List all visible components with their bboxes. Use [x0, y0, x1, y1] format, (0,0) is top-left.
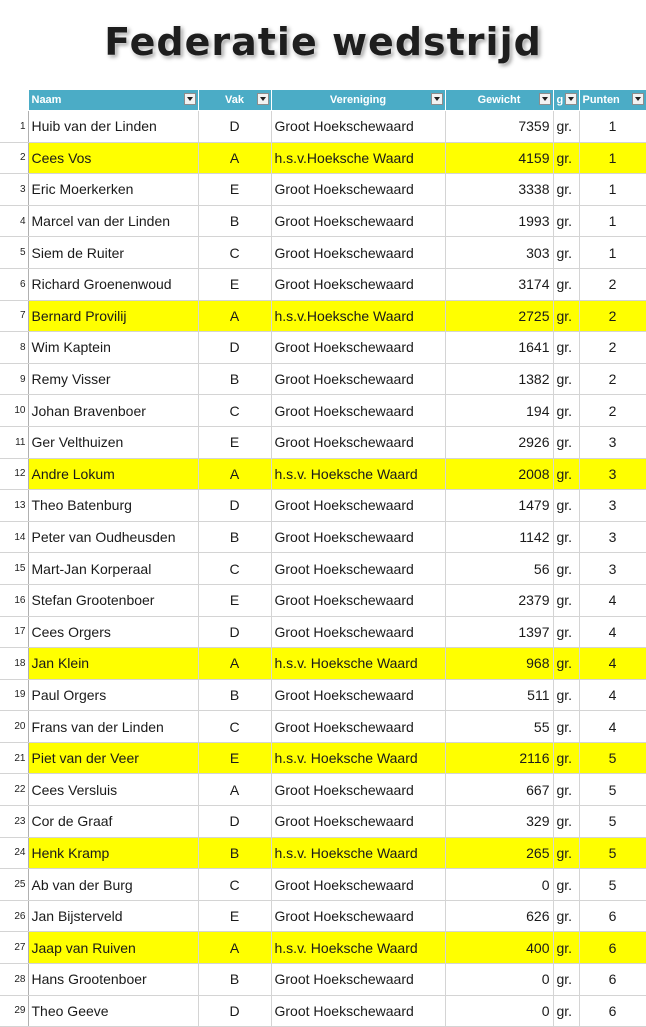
cell-unit[interactable]: gr.	[553, 521, 579, 553]
cell-vak[interactable]: C	[198, 395, 271, 427]
column-header-gewicht	[445, 90, 553, 111]
column-header-label: Vereniging	[329, 94, 387, 106]
cell-gewicht[interactable]: 194	[445, 395, 553, 427]
cell-naam[interactable]: Jan Bijsterveld	[28, 900, 198, 932]
column-header-label: Punten	[582, 94, 620, 106]
row-number: 18	[0, 648, 28, 680]
cell-vak[interactable]: E	[198, 174, 271, 206]
cell-punten[interactable]: 3	[579, 521, 646, 553]
table-row	[0, 111, 646, 143]
cell-vak[interactable]: C	[198, 553, 271, 585]
cell-punten[interactable]: 4	[579, 584, 646, 616]
cell-gewicht[interactable]: 56	[445, 553, 553, 585]
cell-vereniging[interactable]: h.s.v. Hoeksche Waard	[271, 742, 445, 774]
row-number: 19	[0, 679, 28, 711]
cell-unit[interactable]: gr.	[553, 363, 579, 395]
row-number: 6	[0, 268, 28, 300]
cell-punten[interactable]: 1	[579, 142, 646, 174]
cell-vak[interactable]: D	[198, 490, 271, 522]
cell-naam[interactable]: Richard Groenenwoud	[28, 268, 198, 300]
cell-unit[interactable]: gr.	[553, 869, 579, 901]
cell-gewicht[interactable]: 0	[445, 995, 553, 1027]
cell-vereniging[interactable]: Groot Hoekschewaard	[271, 205, 445, 237]
table-row	[0, 300, 646, 332]
column-header-naam	[28, 90, 198, 111]
cell-gewicht[interactable]: 0	[445, 869, 553, 901]
table-row	[0, 205, 646, 237]
cell-vak[interactable]: B	[198, 521, 271, 553]
cell-vak[interactable]: B	[198, 205, 271, 237]
row-number: 20	[0, 711, 28, 743]
row-number: 15	[0, 553, 28, 585]
cell-gewicht[interactable]: 7359	[445, 111, 553, 143]
cell-naam[interactable]: Peter van Oudheusden	[28, 521, 198, 553]
table-row	[0, 679, 646, 711]
cell-naam[interactable]: Mart-Jan Korperaal	[28, 553, 198, 585]
row-number: 4	[0, 205, 28, 237]
cell-gewicht[interactable]: 1993	[445, 205, 553, 237]
cell-vak[interactable]: E	[198, 742, 271, 774]
cell-gewicht[interactable]: 1397	[445, 616, 553, 648]
cell-unit[interactable]: gr.	[553, 932, 579, 964]
row-number: 3	[0, 174, 28, 206]
row-number: 7	[0, 300, 28, 332]
cell-vereniging[interactable]: h.s.v. Hoeksche Waard	[271, 648, 445, 680]
cell-unit[interactable]: gr.	[553, 111, 579, 143]
column-header-unit	[553, 90, 579, 111]
cell-naam[interactable]: Jan Klein	[28, 648, 198, 680]
table-row	[0, 332, 646, 364]
cell-vereniging[interactable]: Groot Hoekschewaard	[271, 332, 445, 364]
column-header-vak	[198, 90, 271, 111]
cell-unit[interactable]: gr.	[553, 711, 579, 743]
table-row	[0, 900, 646, 932]
table-row	[0, 648, 646, 680]
cell-vereniging[interactable]: Groot Hoekschewaard	[271, 395, 445, 427]
row-number: 17	[0, 616, 28, 648]
cell-vak[interactable]: A	[198, 648, 271, 680]
cell-naam[interactable]: Frans van der Linden	[28, 711, 198, 743]
cell-punten[interactable]: 4	[579, 648, 646, 680]
cell-unit[interactable]: gr.	[553, 458, 579, 490]
cell-naam[interactable]: Marcel van der Linden	[28, 205, 198, 237]
table-row	[0, 584, 646, 616]
cell-vak[interactable]: C	[198, 869, 271, 901]
cell-gewicht[interactable]: 2725	[445, 300, 553, 332]
cell-punten[interactable]: 2	[579, 268, 646, 300]
cell-vereniging[interactable]: Groot Hoekschewaard	[271, 995, 445, 1027]
cell-punten[interactable]: 6	[579, 932, 646, 964]
cell-unit[interactable]: gr.	[553, 268, 579, 300]
cell-naam[interactable]: Piet van der Veer	[28, 742, 198, 774]
results-table	[0, 89, 646, 1027]
cell-vak[interactable]: D	[198, 332, 271, 364]
cell-naam[interactable]: Ger Velthuizen	[28, 426, 198, 458]
cell-vak[interactable]: E	[198, 900, 271, 932]
cell-unit[interactable]: gr.	[553, 964, 579, 996]
cell-unit[interactable]: gr.	[553, 332, 579, 364]
cell-vereniging[interactable]: h.s.v.Hoeksche Waard	[271, 142, 445, 174]
header-row	[0, 90, 646, 111]
table-row	[0, 837, 646, 869]
cell-vak[interactable]: E	[198, 584, 271, 616]
cell-gewicht[interactable]: 329	[445, 806, 553, 838]
cell-punten[interactable]: 4	[579, 616, 646, 648]
cell-vereniging[interactable]: Groot Hoekschewaard	[271, 806, 445, 838]
cell-vak[interactable]: A	[198, 142, 271, 174]
cell-punten[interactable]: 2	[579, 300, 646, 332]
table-row	[0, 458, 646, 490]
cell-unit[interactable]: gr.	[553, 553, 579, 585]
cell-vereniging[interactable]: Groot Hoekschewaard	[271, 111, 445, 143]
table-row	[0, 806, 646, 838]
cell-naam[interactable]: Huib van der Linden	[28, 111, 198, 143]
cell-punten[interactable]: 1	[579, 111, 646, 143]
table-row	[0, 426, 646, 458]
row-number: 2	[0, 142, 28, 174]
row-number: 23	[0, 806, 28, 838]
filter-dropdown-icon[interactable]	[565, 93, 577, 105]
cell-unit[interactable]: gr.	[553, 142, 579, 174]
row-number-header	[0, 90, 28, 111]
row-number: 1	[0, 111, 28, 143]
row-number: 5	[0, 237, 28, 269]
cell-punten[interactable]: 4	[579, 711, 646, 743]
cell-vak[interactable]: B	[198, 837, 271, 869]
table-row	[0, 490, 646, 522]
cell-naam[interactable]: Henk Kramp	[28, 837, 198, 869]
cell-vereniging[interactable]: Groot Hoekschewaard	[271, 237, 445, 269]
cell-vak[interactable]: C	[198, 237, 271, 269]
table-row	[0, 521, 646, 553]
cell-unit[interactable]: gr.	[553, 679, 579, 711]
cell-unit[interactable]: gr.	[553, 774, 579, 806]
row-number: 27	[0, 932, 28, 964]
cell-punten[interactable]: 1	[579, 237, 646, 269]
cell-punten[interactable]: 6	[579, 900, 646, 932]
cell-vereniging[interactable]: Groot Hoekschewaard	[271, 584, 445, 616]
cell-vak[interactable]: E	[198, 268, 271, 300]
page-title: Federatie wedstrijd	[104, 20, 542, 64]
cell-vak[interactable]: B	[198, 679, 271, 711]
column-header-label: Gewicht	[477, 94, 521, 106]
cell-vak[interactable]: A	[198, 300, 271, 332]
row-number: 25	[0, 869, 28, 901]
row-number: 24	[0, 837, 28, 869]
cell-vereniging[interactable]: Groot Hoekschewaard	[271, 774, 445, 806]
row-number: 11	[0, 426, 28, 458]
column-header-punten	[579, 90, 646, 111]
table-row	[0, 142, 646, 174]
cell-unit[interactable]: gr.	[553, 900, 579, 932]
cell-unit[interactable]: gr.	[553, 174, 579, 206]
cell-gewicht[interactable]: 55	[445, 711, 553, 743]
cell-vereniging[interactable]: Groot Hoekschewaard	[271, 711, 445, 743]
cell-punten[interactable]: 5	[579, 869, 646, 901]
cell-vereniging[interactable]: Groot Hoekschewaard	[271, 174, 445, 206]
cell-gewicht[interactable]: 0	[445, 964, 553, 996]
cell-naam[interactable]: Cor de Graaf	[28, 806, 198, 838]
table-row	[0, 932, 646, 964]
cell-unit[interactable]: gr.	[553, 205, 579, 237]
cell-gewicht[interactable]: 2116	[445, 742, 553, 774]
cell-unit[interactable]: gr.	[553, 426, 579, 458]
cell-unit[interactable]: gr.	[553, 742, 579, 774]
cell-unit[interactable]: gr.	[553, 616, 579, 648]
row-number: 14	[0, 521, 28, 553]
cell-vereniging[interactable]: Groot Hoekschewaard	[271, 268, 445, 300]
row-number: 26	[0, 900, 28, 932]
cell-unit[interactable]: gr.	[553, 584, 579, 616]
row-number: 29	[0, 995, 28, 1027]
table-row	[0, 616, 646, 648]
cell-vak[interactable]: A	[198, 458, 271, 490]
row-number: 8	[0, 332, 28, 364]
cell-naam[interactable]: Remy Visser	[28, 363, 198, 395]
cell-punten[interactable]: 5	[579, 774, 646, 806]
row-number: 10	[0, 395, 28, 427]
table-row	[0, 553, 646, 585]
cell-vereniging[interactable]: Groot Hoekschewaard	[271, 426, 445, 458]
row-number: 28	[0, 964, 28, 996]
row-number: 16	[0, 584, 28, 616]
table-row	[0, 268, 646, 300]
cell-punten[interactable]: 5	[579, 742, 646, 774]
sort-filter-dropdown-icon[interactable]	[632, 93, 644, 105]
cell-gewicht[interactable]: 303	[445, 237, 553, 269]
cell-gewicht[interactable]: 265	[445, 837, 553, 869]
cell-vak[interactable]: D	[198, 995, 271, 1027]
cell-punten[interactable]: 5	[579, 806, 646, 838]
cell-gewicht[interactable]: 626	[445, 900, 553, 932]
table-row	[0, 237, 646, 269]
cell-naam[interactable]: Cees Orgers	[28, 616, 198, 648]
cell-naam[interactable]: Jaap van Ruiven	[28, 932, 198, 964]
cell-punten[interactable]: 2	[579, 363, 646, 395]
cell-gewicht[interactable]: 2379	[445, 584, 553, 616]
title-area	[0, 0, 646, 90]
cell-vereniging[interactable]: Groot Hoekschewaard	[271, 553, 445, 585]
cell-vereniging[interactable]: Groot Hoekschewaard	[271, 521, 445, 553]
cell-naam[interactable]: Cees Versluis	[28, 774, 198, 806]
cell-naam[interactable]: Eric Moerkerken	[28, 174, 198, 206]
cell-punten[interactable]: 5	[579, 837, 646, 869]
table-row	[0, 774, 646, 806]
cell-vereniging[interactable]: h.s.v. Hoeksche Waard	[271, 932, 445, 964]
cell-vereniging[interactable]: Groot Hoekschewaard	[271, 616, 445, 648]
cell-unit[interactable]: gr.	[553, 648, 579, 680]
cell-naam[interactable]: Johan Bravenboer	[28, 395, 198, 427]
cell-vereniging[interactable]: Groot Hoekschewaard	[271, 679, 445, 711]
cell-vak[interactable]: E	[198, 426, 271, 458]
table-body	[0, 111, 646, 1027]
column-header-label: Naam	[31, 94, 62, 106]
cell-gewicht[interactable]: 3174	[445, 268, 553, 300]
row-number: 21	[0, 742, 28, 774]
cell-vereniging[interactable]: h.s.v.Hoeksche Waard	[271, 300, 445, 332]
cell-gewicht[interactable]: 1142	[445, 521, 553, 553]
cell-naam[interactable]: Cees Vos	[28, 142, 198, 174]
cell-unit[interactable]: gr.	[553, 300, 579, 332]
row-number: 9	[0, 363, 28, 395]
cell-punten[interactable]: 4	[579, 679, 646, 711]
cell-punten[interactable]: 6	[579, 995, 646, 1027]
cell-punten[interactable]: 3	[579, 426, 646, 458]
cell-unit[interactable]: gr.	[553, 806, 579, 838]
cell-vak[interactable]: C	[198, 711, 271, 743]
cell-naam[interactable]: Paul Orgers	[28, 679, 198, 711]
cell-vak[interactable]: D	[198, 806, 271, 838]
cell-unit[interactable]: gr.	[553, 837, 579, 869]
filter-dropdown-icon[interactable]	[431, 93, 443, 105]
cell-punten[interactable]: 3	[579, 458, 646, 490]
cell-vereniging[interactable]: Groot Hoekschewaard	[271, 490, 445, 522]
cell-unit[interactable]: gr.	[553, 237, 579, 269]
cell-naam[interactable]: Ab van der Burg	[28, 869, 198, 901]
cell-vereniging[interactable]: Groot Hoekschewaard	[271, 900, 445, 932]
table-row	[0, 964, 646, 996]
cell-naam[interactable]: Wim Kaptein	[28, 332, 198, 364]
cell-punten[interactable]: 3	[579, 553, 646, 585]
cell-naam[interactable]: Theo Batenburg	[28, 490, 198, 522]
table-row	[0, 363, 646, 395]
cell-punten[interactable]: 6	[579, 964, 646, 996]
cell-vak[interactable]: D	[198, 616, 271, 648]
cell-gewicht[interactable]: 1382	[445, 363, 553, 395]
column-header-label: Vak	[225, 94, 244, 106]
cell-punten[interactable]: 2	[579, 332, 646, 364]
cell-naam[interactable]: Hans Grootenboer	[28, 964, 198, 996]
table-row	[0, 395, 646, 427]
cell-vereniging[interactable]: h.s.v. Hoeksche Waard	[271, 458, 445, 490]
cell-vak[interactable]: D	[198, 111, 271, 143]
cell-gewicht[interactable]: 2008	[445, 458, 553, 490]
row-number: 12	[0, 458, 28, 490]
cell-vak[interactable]: A	[198, 932, 271, 964]
row-number: 22	[0, 774, 28, 806]
cell-gewicht[interactable]: 400	[445, 932, 553, 964]
cell-naam[interactable]: Siem de Ruiter	[28, 237, 198, 269]
cell-unit[interactable]: gr.	[553, 395, 579, 427]
cell-gewicht[interactable]: 4159	[445, 142, 553, 174]
table-row	[0, 869, 646, 901]
cell-punten[interactable]: 3	[579, 490, 646, 522]
cell-vereniging[interactable]: Groot Hoekschewaard	[271, 363, 445, 395]
cell-vereniging[interactable]: Groot Hoekschewaard	[271, 964, 445, 996]
table-row	[0, 711, 646, 743]
cell-vereniging[interactable]: h.s.v. Hoeksche Waard	[271, 837, 445, 869]
cell-punten[interactable]: 1	[579, 174, 646, 206]
column-header-vereniging	[271, 90, 445, 111]
cell-vak[interactable]: B	[198, 363, 271, 395]
row-number: 13	[0, 490, 28, 522]
cell-naam[interactable]: Andre Lokum	[28, 458, 198, 490]
table-row	[0, 174, 646, 206]
filter-dropdown-icon[interactable]	[539, 93, 551, 105]
cell-gewicht[interactable]: 2926	[445, 426, 553, 458]
cell-punten[interactable]: 1	[579, 205, 646, 237]
cell-punten[interactable]: 2	[579, 395, 646, 427]
cell-unit[interactable]: gr.	[553, 490, 579, 522]
table-row	[0, 742, 646, 774]
cell-unit[interactable]: gr.	[553, 995, 579, 1027]
filter-dropdown-icon[interactable]	[257, 93, 269, 105]
column-header-label: g	[556, 94, 564, 106]
cell-gewicht[interactable]: 1641	[445, 332, 553, 364]
cell-naam[interactable]: Bernard Provilij	[28, 300, 198, 332]
cell-gewicht[interactable]: 667	[445, 774, 553, 806]
cell-vak[interactable]: A	[198, 774, 271, 806]
cell-gewicht[interactable]: 968	[445, 648, 553, 680]
cell-gewicht[interactable]: 511	[445, 679, 553, 711]
filter-dropdown-icon[interactable]	[184, 93, 196, 105]
cell-naam[interactable]: Theo Geeve	[28, 995, 198, 1027]
cell-vereniging[interactable]: Groot Hoekschewaard	[271, 869, 445, 901]
cell-vak[interactable]: B	[198, 964, 271, 996]
table-row	[0, 995, 646, 1027]
cell-gewicht[interactable]: 1479	[445, 490, 553, 522]
cell-naam[interactable]: Stefan Grootenboer	[28, 584, 198, 616]
cell-gewicht[interactable]: 3338	[445, 174, 553, 206]
